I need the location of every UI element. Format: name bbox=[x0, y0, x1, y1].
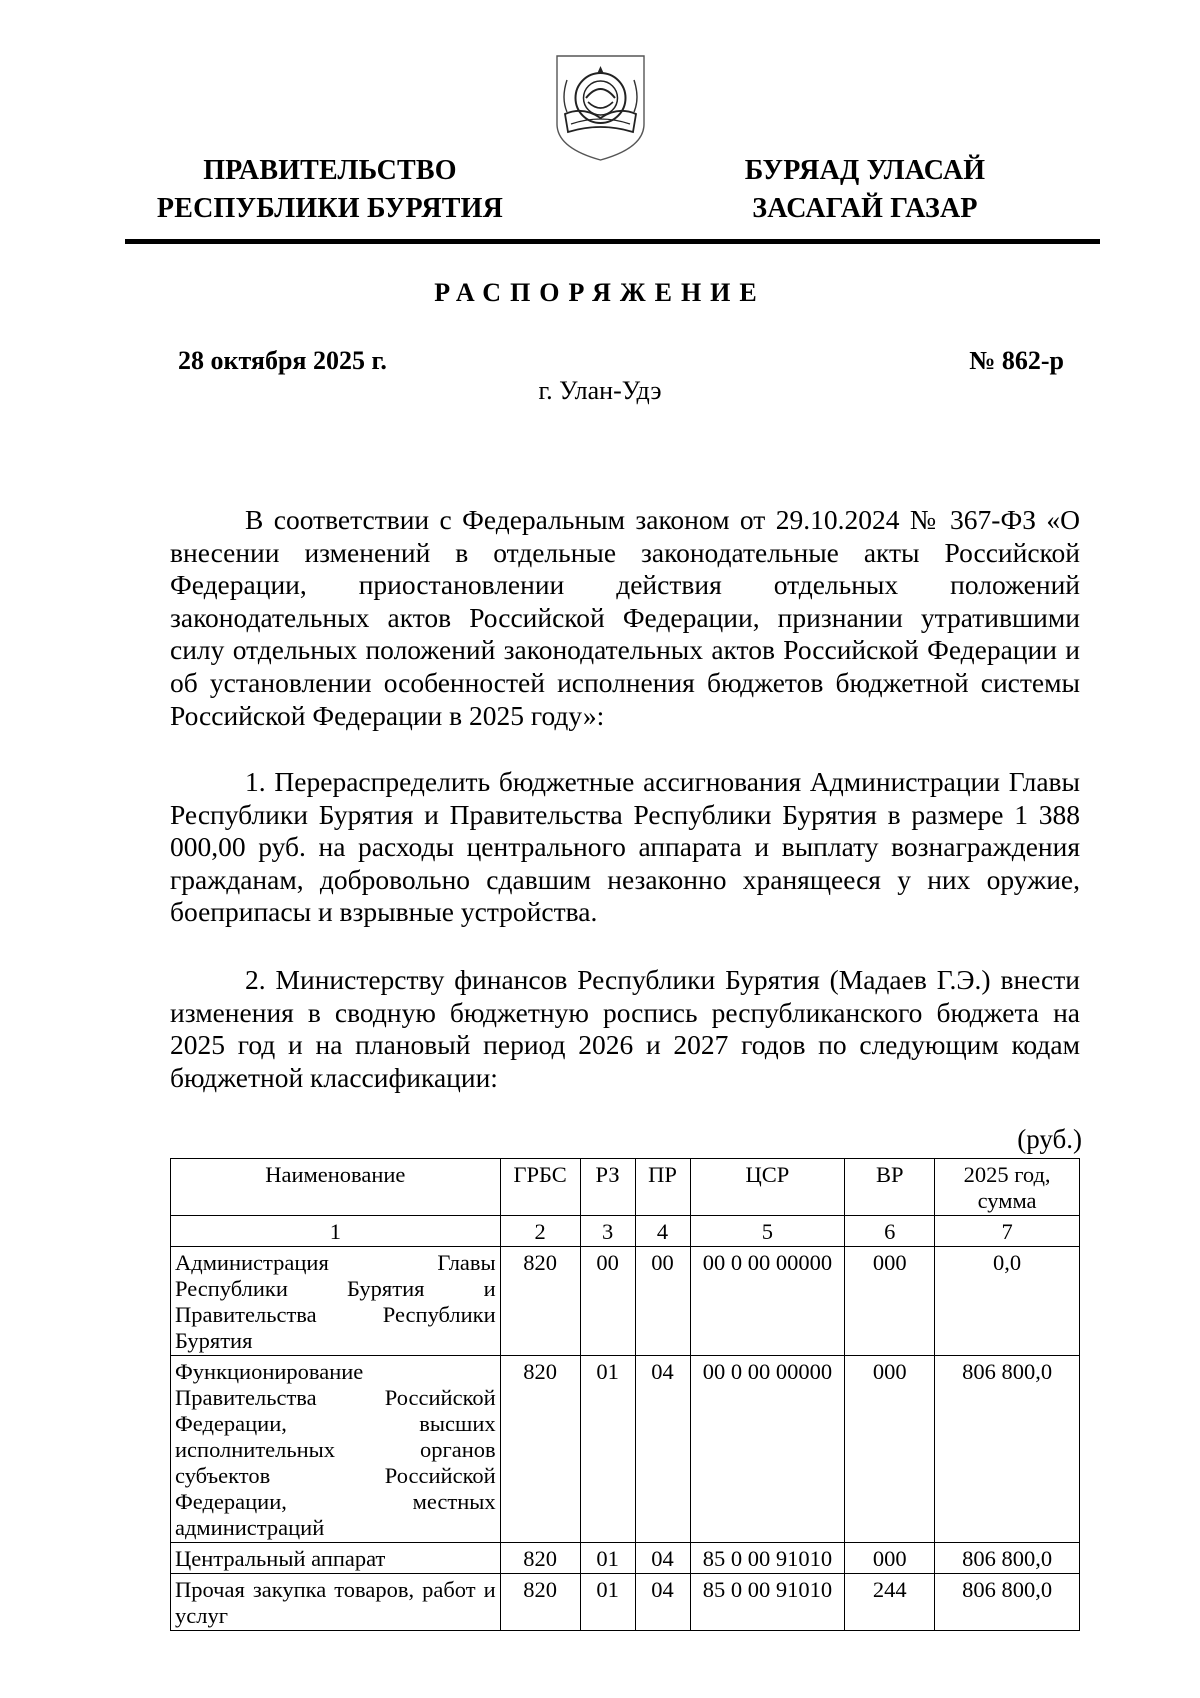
grbs-cell: 820 bbox=[500, 1574, 580, 1631]
item-2-paragraph bbox=[170, 964, 1080, 1094]
pr-cell: 04 bbox=[635, 1543, 690, 1574]
coat-of-arms-icon bbox=[553, 52, 648, 162]
csr-cell: 00 0 00 00000 bbox=[690, 1356, 845, 1543]
header-cell: ЦСР bbox=[690, 1159, 845, 1216]
grbs-cell: 820 bbox=[500, 1543, 580, 1574]
document-number: № 862-р bbox=[969, 346, 1064, 375]
budget-classification-table bbox=[170, 1158, 1080, 1631]
header-cell: ГРБС bbox=[500, 1159, 580, 1216]
header-cell: ПР bbox=[635, 1159, 690, 1216]
header-cell: ВР bbox=[845, 1159, 935, 1216]
table-unit-label: (руб.) bbox=[1017, 1124, 1082, 1154]
rz-cell: 01 bbox=[580, 1574, 635, 1631]
row-name-cell: Администрация Главы Республики Бурятия и Правительства Республики Бурятия bbox=[171, 1247, 501, 1356]
gov-name-line1: ПРАВИТЕЛЬСТВО bbox=[203, 155, 457, 186]
amount-cell: 0,0 bbox=[935, 1247, 1080, 1356]
table-row bbox=[171, 1543, 1080, 1574]
vr-cell: 000 bbox=[845, 1356, 935, 1543]
table-column-number-row bbox=[171, 1216, 1080, 1247]
gov-name-buryat-line2: ЗАСАГАЙ ГАЗАР bbox=[752, 193, 978, 224]
item-1-text: 1. Перераспределить бюджетные ассигнования Администрации Главы Республики Бурятия и Правительства Республики Бурятия в размере 1 388 000,00 руб. на расходы центрального аппарата и выплату вознаграждения гражданам, добровольно сдавшим незаконно хранящееся у них оружие, боеприпасы и взрывные устройства. bbox=[170, 766, 1080, 928]
header-cell: РЗ bbox=[580, 1159, 635, 1216]
table-row bbox=[171, 1247, 1080, 1356]
row-name-cell: Функционирование Правительства Российской Федерации, высших исполнительных органов субъектов Российской Федерации, местных администраций bbox=[171, 1356, 501, 1543]
column-number-cell: 6 bbox=[845, 1216, 935, 1247]
table-header-row bbox=[171, 1159, 1080, 1216]
item-1-paragraph bbox=[170, 766, 1080, 929]
row-name-cell: Прочая закупка товаров, работ и услуг bbox=[171, 1574, 501, 1631]
grbs-cell: 820 bbox=[500, 1356, 580, 1543]
pr-cell: 04 bbox=[635, 1356, 690, 1543]
table-row bbox=[171, 1356, 1080, 1543]
vr-cell: 000 bbox=[845, 1247, 935, 1356]
table-row bbox=[171, 1574, 1080, 1631]
column-number-cell: 4 bbox=[635, 1216, 690, 1247]
gov-name-line2: РЕСПУБЛИКИ БУРЯТИЯ bbox=[156, 193, 504, 224]
preamble-text: В соответствии с Федеральным законом от 29.10.2024 № 367-ФЗ «О внесении изменений в отдельные законодательные акты Российской Федерации, приостановлении действия отдельных положений законодательных актов Российской Федерации, признании утратившими силу отдельных положений законодательных актов Российской Федерации и об установлении особенностей исполнения бюджетов бюджетной системы Российской Федерации в 2025 году»: bbox=[170, 504, 1080, 731]
gov-name-buryat bbox=[700, 152, 1030, 228]
vr-cell: 000 bbox=[845, 1543, 935, 1574]
document-date: 28 октября 2025 г. bbox=[178, 346, 387, 375]
document-type-title: РАСПОРЯЖЕНИЕ bbox=[434, 278, 766, 307]
rz-cell: 01 bbox=[580, 1543, 635, 1574]
column-number-cell: 5 bbox=[690, 1216, 845, 1247]
amount-cell: 806 800,0 bbox=[935, 1356, 1080, 1543]
column-number-cell: 1 bbox=[171, 1216, 501, 1247]
row-name-cell: Центральный аппарат bbox=[171, 1543, 501, 1574]
rz-cell: 00 bbox=[580, 1247, 635, 1356]
csr-cell: 85 0 00 91010 bbox=[690, 1543, 845, 1574]
pr-cell: 00 bbox=[635, 1247, 690, 1356]
document-city: г. Улан-Удэ bbox=[538, 376, 662, 405]
header-cell: 2025 год, сумма bbox=[935, 1159, 1080, 1216]
rz-cell: 01 bbox=[580, 1356, 635, 1543]
pr-cell: 04 bbox=[635, 1574, 690, 1631]
preamble-paragraph bbox=[170, 504, 1080, 732]
grbs-cell: 820 bbox=[500, 1247, 580, 1356]
header-cell: Наименование bbox=[171, 1159, 501, 1216]
vr-cell: 244 bbox=[845, 1574, 935, 1631]
column-number-cell: 7 bbox=[935, 1216, 1080, 1247]
gov-name-russian bbox=[150, 152, 510, 228]
csr-cell: 00 0 00 00000 bbox=[690, 1247, 845, 1356]
csr-cell: 85 0 00 91010 bbox=[690, 1574, 845, 1631]
amount-cell: 806 800,0 bbox=[935, 1543, 1080, 1574]
header-divider bbox=[125, 239, 1100, 244]
gov-name-buryat-line1: БУРЯАД УЛАСАЙ bbox=[744, 155, 986, 186]
amount-cell: 806 800,0 bbox=[935, 1574, 1080, 1631]
column-number-cell: 2 bbox=[500, 1216, 580, 1247]
item-2-text: 2. Министерству финансов Республики Бурятия (Мадаев Г.Э.) внести изменения в сводную бюджетную роспись республиканского бюджета на 2025 год и на плановый период 2026 и 2027 годов по следующим кодам бюджетной классификации: bbox=[170, 964, 1080, 1093]
column-number-cell: 3 bbox=[580, 1216, 635, 1247]
